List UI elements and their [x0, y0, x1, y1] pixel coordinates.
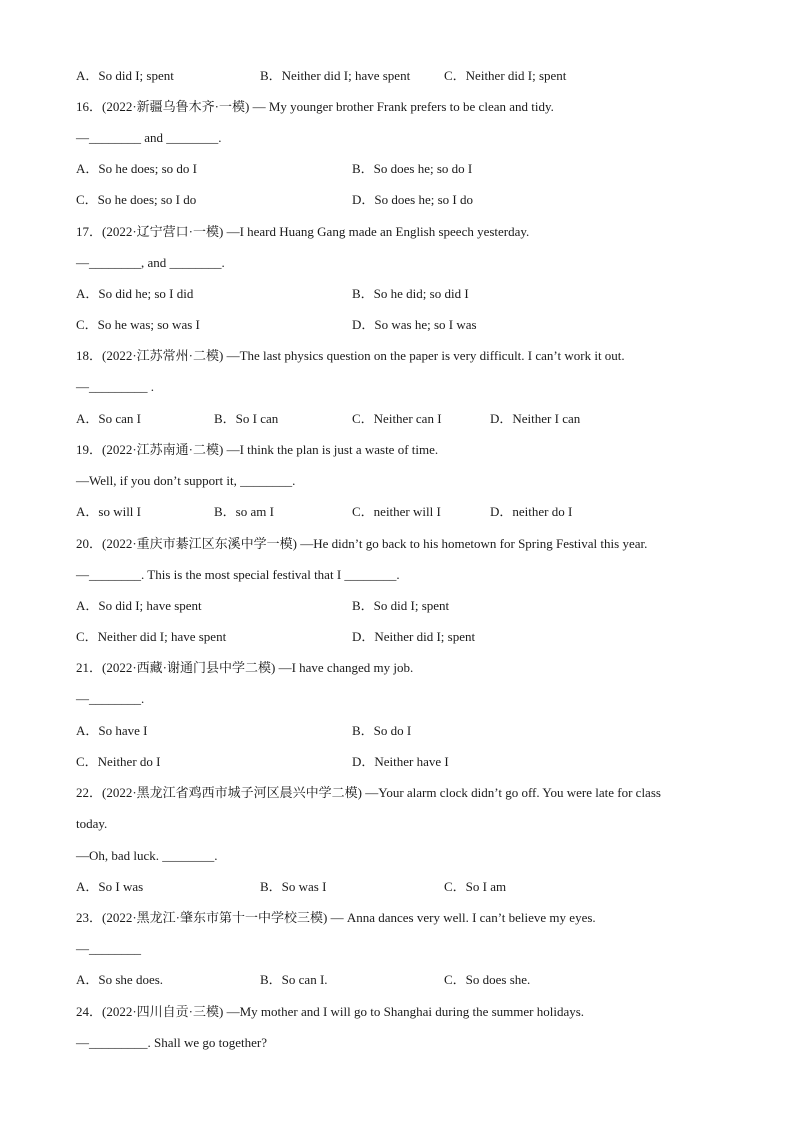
answer-option: B．so am I [214, 504, 274, 519]
question-line: 21．(2022·西藏·谢通门县中学二模) —I have changed my job. [76, 660, 414, 675]
answer-option: C．Neither do I [76, 754, 161, 769]
options-row [76, 753, 754, 771]
answer-option: A．So I was [76, 879, 144, 894]
options-row [76, 722, 754, 740]
answer-option: D．neither do I [490, 504, 573, 519]
answer-option: A．So did he; so I did [76, 286, 194, 301]
answer-option: B．So do I [352, 723, 412, 738]
question-line: 24．(2022·四川自贡·三模) —My mother and I will go to Shanghai during the summer holidays. [76, 1004, 585, 1019]
answer-option: D．Neither have I [352, 754, 449, 769]
answer-option: C．Neither did I; spent [444, 68, 567, 83]
options-row [76, 410, 754, 428]
options-row [76, 628, 754, 646]
answer-option: C．So I am [444, 879, 507, 894]
question-line: 17．(2022·辽宁营口·一模) —I heard Huang Gang made an English speech yesterday. [76, 224, 530, 239]
answer-option: C．Neither did I; have spent [76, 629, 227, 644]
options-row [76, 971, 754, 989]
question-line: today. [76, 816, 108, 831]
options-row [76, 878, 754, 896]
answer-option: C．Neither can I [352, 411, 442, 426]
answer-option: B．So he did; so did I [352, 286, 469, 301]
answer-option: A．So did I; spent [76, 68, 174, 83]
answer-option: A．so will I [76, 504, 142, 519]
question-line: 20．(2022·重庆市綦江区东溪中学一模) —He didn’t go back to his hometown for Spring Festival this year. [76, 536, 648, 551]
answer-option: C．So he does; so I do [76, 192, 197, 207]
question-line: —________ [76, 941, 141, 956]
options-row [76, 67, 754, 85]
answer-option: B．So I can [214, 411, 279, 426]
question-line: 16．(2022·新疆乌鲁木齐·一模) — My younger brother Frank prefers to be clean and tidy. [76, 99, 554, 114]
options-row [76, 160, 754, 178]
answer-option: B．So does he; so do I [352, 161, 473, 176]
question-line: 22．(2022·黑龙江省鸡西市城子河区晨兴中学二模) —Your alarm clock didn’t go off. You were late for class [76, 785, 661, 800]
answer-option: C．So does she. [444, 972, 531, 987]
answer-option: B．So did I; spent [352, 598, 450, 613]
options-row [76, 285, 754, 303]
question-line: 23．(2022·黑龙江·肇东市第十一中学校三模) — Anna dances very well. I can’t believe my eyes. [76, 910, 596, 925]
question-line: —________. This is the most special festival that I ________. [76, 567, 400, 582]
question-line: —_________ . [76, 379, 154, 394]
options-row [76, 597, 754, 615]
answer-option: D．So was he; so I was [352, 317, 477, 332]
options-row [76, 503, 754, 521]
options-row [76, 316, 754, 334]
answer-option: B．So can I. [260, 972, 328, 987]
question-line: —Oh, bad luck. ________. [76, 848, 218, 863]
answer-option: C．So he was; so was I [76, 317, 200, 332]
answer-option: A．So have I [76, 723, 148, 738]
answer-option: C．neither will I [352, 504, 441, 519]
question-line: 19．(2022·江苏南通·二模) —I think the plan is just a waste of time. [76, 442, 439, 457]
answer-option: A．So did I; have spent [76, 598, 202, 613]
options-row [76, 191, 754, 209]
answer-option: B．So was I [260, 879, 327, 894]
answer-option: D．Neither I can [490, 411, 581, 426]
question-line: —________ and ________. [76, 130, 222, 145]
question-line: —Well, if you don’t support it, ________. [76, 473, 296, 488]
answer-option: D．So does he; so I do [352, 192, 473, 207]
answer-option: D．Neither did I; spent [352, 629, 476, 644]
question-line: 18．(2022·江苏常州·二模) —The last physics question on the paper is very difficult. I can’t work it out. [76, 348, 625, 363]
answer-option: B．Neither did I; have spent [260, 68, 411, 83]
question-line: —________, and ________. [76, 255, 225, 270]
question-line: —________. [76, 691, 145, 706]
answer-option: A．So can I [76, 411, 141, 426]
answer-option: A．So she does. [76, 972, 164, 987]
question-line: —_________. Shall we go together? [76, 1035, 267, 1050]
answer-option: A．So he does; so do I [76, 161, 197, 176]
